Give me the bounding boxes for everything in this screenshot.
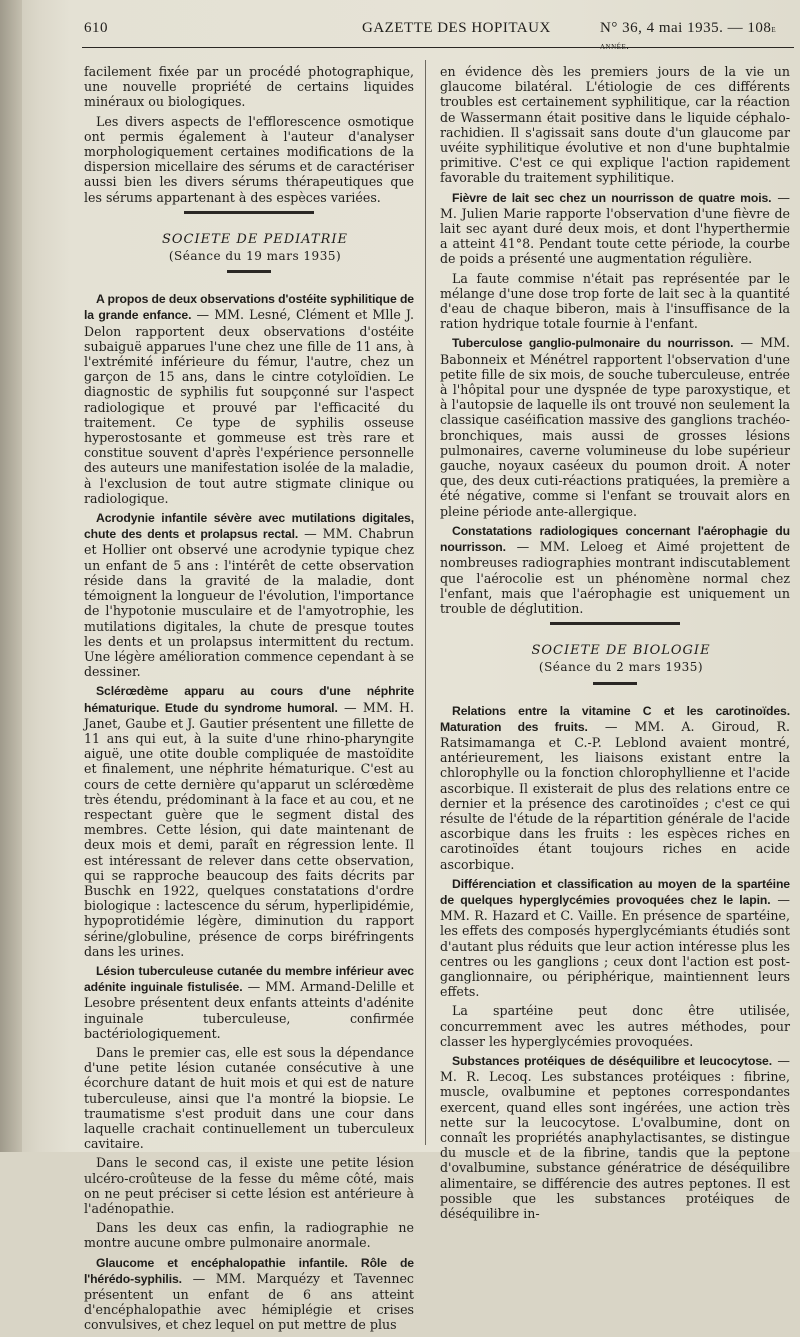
paragraph: Dans le premier cas, elle est sous la dépendance d'une petite lésion cutanée consécutive à une écorchure datant de huit mois et qui est de nature tuberculeuse, ainsi que l'a montré la biopsie. Le traumatisme s'est produit dans une cour dans laquelle crachait continuellement un tuberculeux cavitaire. [84, 1044, 414, 1152]
section-rule [227, 270, 271, 273]
article [440, 1053, 790, 1221]
paragraph: La spartéine peut donc être utilisée, concurremment avec les autres méthodes, pour classer les hyperglycémies provoquées. [440, 1003, 790, 1049]
article [440, 335, 790, 518]
issue-suffix: e année. [600, 24, 777, 52]
society-heading: SOCIETE DE PEDIATRIE [161, 231, 349, 247]
article-title: Acrodynie infantile sévère avec mutilations digitales, chute des dents et prolapsus rectal. [84, 511, 414, 542]
issue-text: N° 36, 4 mai 1935. — 108 [600, 20, 772, 36]
article [440, 703, 790, 872]
paragraph: La faute commise n'était pas représentée par le mélange d'une dose trop forte de lait sec à la quantité d'eau de chaque biberon, mais à l'insuffisance de la ration hydrique totale fournie à l'enfant. [440, 270, 790, 332]
section-rule [593, 682, 637, 685]
header-rule [82, 47, 794, 48]
issue-line [600, 20, 792, 54]
article-title: Tuberculose ganglio-pulmonaire du nourrisson. [452, 336, 734, 351]
article-title: Différenciation et classification au moyen de la spartéine de quelques hyperglycémies provoquées chez le lapin. [440, 876, 790, 907]
article-title: Constatations radiologiques concernant l'aérophagie du nourrisson. [440, 523, 790, 555]
session-date: (Séance du 19 mars 1935) [168, 249, 342, 264]
left-column [84, 64, 414, 1337]
article-body: — M. Julien Marie rapporte l'observation d'une fièvre de lait sec ayant duré deux mois, et dont l'hyperthermie a atteint 41°8. Pendant toute cette période, la courbe de poids a présenté une augmentation régulière. [440, 189, 790, 267]
paragraph: facilement fixée par un procédé photographique, une nouvelle propriété de certains liquides minéraux ou biologiques. [84, 64, 414, 110]
article-title: A propos de deux observations d'ostéite syphilitique de la grande enfance. [84, 292, 414, 323]
paragraph: Dans le second cas, il existe une petite lésion ulcéro-croûteuse de la fesse du même côté, mais on ne peut préciser si cette lésion est antérieure à l'adénopathie. [84, 1155, 414, 1217]
article-body: — MM. Lesné, Clément et Mlle J. Delon rapportent deux observations d'ostéite subaiguë apparues l'une chez une fille de 11 ans, à l'extrémité inférieure du fémur, l'autre, chez un garçon de 15 ans, dans le cintre cotyloïdien. Le diagnostic de syphilis fut soupçonné sur l'aspect radiologique et prouvé par l'efficacité du traitement. Ce type de syphilis osseuse hyperostosante et gommeuse est très rare et constitue souvent d'après l'expérience personnelle des auteurs une manifestation isolée de la maladie, à l'exclusion de tout autre stigmate clinique ou radiologique. [84, 307, 414, 506]
article-body: — MM. Babonneix et Ménétrel rapportent l'observation d'une petite fille de six mois, de souche tuberculeuse, entrée à l'hôpital pour une dyspnée de type paroxystique, et à l'autopsie de laquelle ils ont trouvé non seulement la classique caséification massive des ganglions trachéo-bronchiques, mais aussi de grosses lésions pulmonaires, caverne volumineuse du lobe supérieur gauche, noyaux caséeux du poumon droit. A noter que, des deux cuti-réactions pratiquées, la première a été négative, comme si l'enfant se trouvait alors en pleine période ante-allergique. [440, 335, 791, 519]
page-number: 610 [84, 20, 108, 36]
article [84, 510, 414, 679]
article [84, 963, 414, 1041]
article-title: Fièvre de lait sec chez un nourrisson de quatre mois. [452, 190, 772, 205]
article-title: Glaucome et encéphalopathie infantile. Rôle de l'hérédo-syphilis. [84, 1255, 414, 1286]
article [84, 683, 414, 959]
session-date: (Séance du 2 mars 1935) [538, 660, 704, 675]
article-body: — MM. Chabrun et Hollier ont observé une acrodynie typique chez un enfant de 5 ans : l'intérêt de cette observation réside dans la gravité de la maladie, dont témoignent la longueur de l'évolution, l'importance de l'hypotonie musculaire et de l'amyotrophie, les mutilations digitales, la chute de presque toutes les dents et un prolapsus intermittent du rectum. Une légère amélioration commence cependant à se dessiner. [84, 526, 414, 680]
article-body: — MM. Leloeg et Aimé projettent de nombreuses radiographies montrant indiscutablement que l'aérocolie est un phénomène normal chez l'enfant, mais que l'aérophagie est uniquement un trouble de déglutition. [440, 539, 790, 616]
article-body: — MM. A. Giroud, R. Ratsimamanga et C.-P. Leblond avaient montré, antérieurement, les liaisons existant entre la chlorophylle ou la fonction chlorophyllienne et l'acide ascorbique. Il existerait de plus des relations entre ce dernier et la présence des carotinoïdes ; c'est ce qui résulte de l'étude de la répartition générale de l'acide ascorbique dans les fruits : les espèces riches en carotinoïdes étant toujours riches en acide ascorbique. [440, 718, 790, 872]
article-body: — MM. R. Hazard et C. Vaille. En présence de spartéine, les effets des composés hyperglycémiants étudiés sont d'autant plus réduits que leur action intéresse plus les centres ou les ganglions ; ceux dont l'action est post-ganglionnaire, ou périphérique, maintiennent leurs effets. [440, 891, 790, 1000]
article-title: Lésion tuberculeuse cutanée du membre inférieur avec adénite inguinale fistulisée. [84, 963, 414, 995]
article [440, 876, 790, 1000]
article-title: Relations entre la vitamine C et les carotinoïdes. Maturation des fruits. [440, 703, 790, 734]
society-heading: SOCIETE DE BIOLOGIE [531, 643, 711, 659]
article-title: Substances protéiques de déséquilibre et leucocytose. [452, 1053, 772, 1068]
paragraph: Les divers aspects de l'efflorescence osmotique ont permis également à l'auteur d'analyser morphologiquement certaines modifications de la dispersion micellaire des sérums et de caractériser aussi bien les divers sérums thérapeutiques que les sérums appartenant à des espèces variées. [84, 113, 414, 205]
article-body: — MM. H. Janet, Gaube et J. Gautier présentent une fillette de 11 ans qui eut, à la suite d'une rhino-pharyngite aiguë, une otite double compliquée de mastoïdite et finalement, une néphrite hématurique. C'est au cours de cette dernière qu'apparut un sclérœdème très étendu, prédominant à la face et au cou, et ne respectant guère que le segment distal des membres. Cette lésion, qui date maintenant de deux mois et demi, paraît en régression lente. Il est intéressant de relever dans cette observation, qui se rapproche beaucoup des faits décrits par Buschk en 1922, quelques constatations d'ordre biologique : lactescence du sérum, hyperlipidémie, hypoprotidémie légère, diminution du rapport sérine/globuline, présence de corps biréfringents dans les urines. [84, 699, 414, 959]
article-body: — M. R. Lecoq. Les substances protéiques : fibrine, muscle, ovalbumine et peptones correspondantes exercent, quand elles sont ingérées, une action très nette sur la leucocytose. L'ovalbumine, dont on connaît les propriétés anaphylactisantes, se distingue du muscle et de la fibrine, tandis que la peptone d'ovalbumine, substance génératrice de déséquilibre alimentaire, se différencie des autres peptones. Il est possible que les substances protéiques de déséquilibre in- [440, 1052, 790, 1222]
article-title: Sclérœdème apparu au cours d'une néphrite hématurique. Etude du syndrome humoral. [84, 684, 414, 715]
right-column [440, 64, 790, 1225]
paragraph: Dans les deux cas enfin, la radiographie ne montre aucune ombre pulmonaire anormale. [84, 1220, 414, 1251]
section-rule [550, 622, 680, 625]
article-body: — MM. Marquézy et Tavennec présentent un enfant de 6 ans atteint d'encéphalopathie avec hémiplégie et crises convulsives, et chez lequel on put mettre de plus [84, 1270, 414, 1333]
running-header [60, 20, 792, 52]
article [440, 523, 790, 616]
journal-title: GAZETTE DES HOPITAUX [362, 20, 551, 36]
binding-edge [0, 0, 22, 1152]
article [84, 1255, 414, 1333]
article-body: — MM. Armand-Delille et Lesobre présentent deux enfants atteints d'adénite inguinale tuberculeuse, confirmée bactériologiquement. [84, 979, 414, 1041]
section-rule [184, 211, 314, 214]
paragraph: en évidence dès les premiers jours de la vie un glaucome bilatéral. L'étiologie de ces différents troubles est certainement syphilitique, car la réaction de Wassermann était positive dans le liquide céphalo-rachidien. Il s'agissait sans doute d'un glaucome par uvéite syphilitique évolutive et non d'une buphtalmie primitive. C'est ce qui explique l'action rapidement favorable du traitement syphilitique. [440, 64, 790, 186]
article [84, 291, 414, 506]
article [440, 190, 790, 267]
column-divider [425, 60, 426, 1145]
